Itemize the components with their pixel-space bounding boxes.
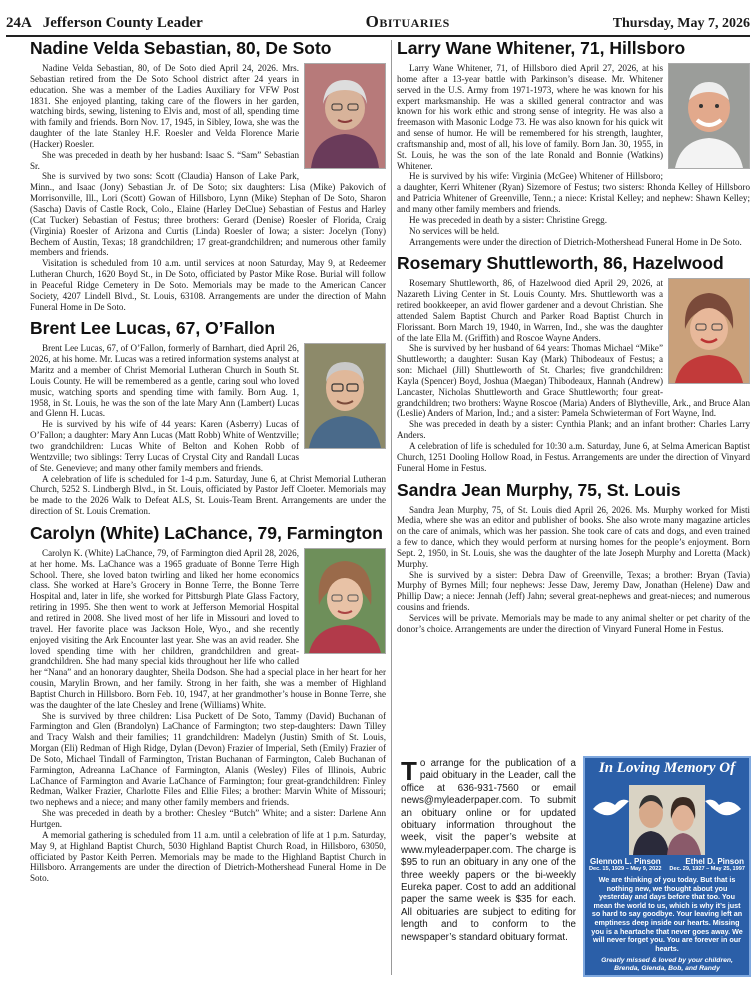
portrait-woman-curly-hair-icon <box>304 548 386 654</box>
obituary-paragraph: She is survived by two sons: Scott (Claudia) Hanson of Lake Park, Minn., and Isaac (Jony) Sebastian Jr. of De Soto; six daughters: Lisa (Mike) Pakovich of Morrisonville, Ill., Lori (Scott) Gowan of Hillsboro, Lynn (Mike) Stephan of De Soto, Sharon (Sascha) Davis of Castle Rock, Colo., Elaine (Harley DeClue) Sebastian of Festus and Harley (Cat Tucker) Sebastian of Festus; three brothers: Gerard (Denise) Roesler of Florida, Craig (Virginia) Roesler of Arizona and Curtis (Linda) Roesler of Iowa; a sister: Jocelyn (Tony) Bechem of Austin, Texas; 18 grandchildren; 17 great-grandchildren; and numerous other family members and friends. <box>30 171 386 258</box>
obituary-heading: Larry Wane Whitener, 71, Hillsboro <box>397 38 686 58</box>
obituary-paragraph: She was preceded in death by a brother: Chesley “Butch” White; and a sister: Darlene Ann Hurtgen. <box>30 808 386 829</box>
bottom-section <box>397 752 750 976</box>
obituary-notice <box>401 758 576 944</box>
obituary-paragraph: She is survived by three children: Lisa Puckett of De Soto, Tammy (David) Buchanan of Farmington and Glen (Brandolyn) LaChance of Farmington; two step-daughters: Dawn Tilley and Tracy Walsh and their families; 11 grandchildren: Madelyn (Justin) Smith of St. Louis, Morgan (Eli) Redman of High Ridge, Dylan (Devon) Frazier of Imperial, Seth (Emily) Frazier of De Soto, Michael Tindall of Farmington, Tristan Buchanan of Farmington, Caleb Buchanan of Farmington, Adreanna LaChance of Farmington, Alanis (Wesley) Files of Illinois, Aubric LaChance of Farmington and Avarie LaChance of Farmington; four great-grandchildren: Finley Redman, Walker Frazier, Charlotte Files and Ellie Files; a brother: Marvin White of Missouri; two nephews and a niece; and many other family members and friends. <box>30 710 386 808</box>
obituary-heading: Sandra Jean Murphy, 75, St. Louis <box>397 479 681 500</box>
obituary-paragraph: She was preceded in death by her husband: Isaac S. “Sam” Sebastian Sr. <box>30 149 299 171</box>
obituary-paragraph: She is survived by her husband of 64 years: Thomas Michael “Mike” Shuttleworth; a daughter: Susan Kay (Mark) Thibodeaux of Festus; a son: Michael (Jill) Shuttleworth of St. Charles; five grandchildren: Kayla (Spencer) Boyd, Joshua (Maegan) Thibodeaux, Hannah (Andrew) Lancaster, Nicholas Shuttleworth and Grace Shuttleworth; four great-grandchildren; two brothers: Wayne Roscoe (Maria) Anders of Blytheville, Ark., and Bruce Alan (Leslie) Anders of Marion, Ind.; and a sister: Pamela Schwieterman of Fort Wayne, Ind. <box>397 343 750 419</box>
issue-date: Thursday, May 7, 2026 <box>612 16 750 31</box>
obituary-paragraph: Visitation is scheduled from 10 a.m. until services at noon Saturday, May 9, at Redeemer Lutheran Church, 1620 Boyd St., in De Soto, officiated by Pastor Mike Rose. Burial will follow in Peaceful Ridge Cemetery in De Soto. Memorials may be made to the American Cancer Society, 4207 Lindell Blvd., St. Louis, 63108. Arrangements are under the direction of Mahn Funeral Home in De Soto. <box>30 258 386 312</box>
obituary-murphy <box>397 480 750 635</box>
obituary-heading: Nadine Velda Sebastian, 80, De Soto <box>30 38 332 58</box>
portrait-woman-glasses-icon <box>304 63 386 169</box>
memorial-dates-1: Dec. 15, 1929 – May 9, 2022 <box>589 866 662 872</box>
portrait-man-glasses-icon <box>304 343 386 449</box>
obituary-paragraph: He was preceded in death by a sister: Christine Gregg. <box>409 214 607 225</box>
obituary-paragraph: No services will be held. <box>409 225 500 236</box>
memorial-name-2: Ethel D. Pinson <box>685 857 744 866</box>
memorial-names <box>585 857 749 866</box>
obituary-paragraph: Larry Wane Whitener, 71, of Hillsboro died April 27, 2026, at his home after a 13-year battle with Parkinson’s disease. Mr. Whitener served in the U.S. Army from 1971-1973, where he was known for his expert marksmanship. He was a skilled general contractor and was known for his work ethic and strong sense of integrity. He was also a freemason with Masonic Lodge 73. He was also known for his quick wit and sense of humor. He will be remembered for his strength, laughter, craftsmanship and, most of all, his love of family. Born Jan. 30, 1955, in St. Louis, he was the son of the late Ronald and Bonnie (Watkins) Whitener. <box>397 63 663 171</box>
obituary-paragraph: Brent Lee Lucas, 67, of O’Fallon, formerly of Barnhart, died April 26, 2026, at his home. Mr. Lucas was a retired information systems analyst at Maritz and a member of Christ Memorial Lutheran Church in South St. Louis County. He will be remembered as a gentle, caring soul who loved music, watching sports and spending time with family. Born Aug. 1, 1958, in St. Louis, he was the son of the late Mary Ann (Lambert) Lucas and Glenn H. Lucas. <box>30 343 299 419</box>
masthead-left <box>6 15 203 32</box>
dove-icon <box>593 800 629 816</box>
right-column <box>397 38 750 641</box>
portrait-man-smiling-icon <box>668 63 750 169</box>
memorial-signature: Greatly missed & loved by your children, Brenda, Glenda, Bob, and Randy <box>601 957 733 973</box>
obituary-heading: Rosemary Shuttleworth, 86, Hazelwood <box>397 253 724 274</box>
dove-icon <box>705 800 741 816</box>
memorial-message: We are thinking of you today. But that is nothing new, we thought about you yesterday and days before that too. You mean the world to us, which is why it’s just so hard to say goodbye. Your leaving left an emptiness deep inside our hearts. Missing you is a heartache that never goes away. We will never forget you. You are forever in our hearts. <box>591 875 743 953</box>
obituary-paragraph: Services will be private. Memorials may be made to any animal shelter or pet charity of the donor’s choice. Arrangements are under the direction of Vinyard Funeral Home in Festus. <box>397 612 750 634</box>
obituary-paragraph: Nadine Velda Sebastian, 80, of De Soto died April 24, 2026. Mrs. Sebastian retired from the De Soto School district after 24 years in education. She was a member of the Ladies Auxiliary for VFW Post 1831. She enjoyed planting, taking care of the flowers in her garden, watching birds, sewing, listening to Elvis and, most of all, spending time with family and friends. Born Nov. 17, 1945, in Sibley, Iowa, she was the daughter of the late Stanley H.F. Roesler and Velda Florence Marie (Hacker) Roesler. <box>30 63 299 149</box>
left-column <box>30 38 386 890</box>
couple-photo-icon <box>629 785 705 855</box>
obituary-paragraph: Rosemary Shuttleworth, 86, of Hazelwood died April 29, 2026, at Nazareth Living Center in St. Louis County. Mrs. Shuttleworth was a retired bookkeeper, an avid flower gardener and a devout Christian. She attended Salem Baptist Church and Parker Road Baptist Church in Florissant. Born March 19, 1940, in Warren, Ind., she was the daughter of the late Ella M. (Griffith) and Roscoe Wayne Anders. <box>397 278 663 343</box>
memorial-dates-2: Dec. 29, 1927 – May 25, 1997 <box>669 866 745 872</box>
obituary-paragraph: Carolyn K. (White) LaChance, 79, of Farmington died April 28, 2026, at her home. Ms. LaChance was a 1965 graduate of Bonne Terre High School. There, she loved baton twirling and liked her home economics class. She worked at Hare’s Grocery in Bonne Terre, the Bonne Terre Hospital and, later in life, she worked for Pittsburgh Plate Glass Factory, retiring in 1995. She then went to work at Jefferson Memorial Hospital and retired in 2008. She lived most of her life in Missouri and loved to travel. Her favorite place was Jackson Hole, Wyo., and she recently enjoyed visiting the Ark Encounter last year. She was an avid reader. She loved spending time with her children, grandchildren and great-grandchildren. She had many special kids throughout her life who called her “Nana” and an honorary daughter, Sheila Dodson. She had a special place in her heart for her cousin, Marylin Brown, and her family. Strong in her faith, she was a member of Highland Baptist Church in Hillsboro. Born Feb. 10, 1947, at her grandmother’s house in Bonne Terre, she was the daughter of the late Chesley and Irene (Williams) White. <box>30 547 386 710</box>
obituary-heading: Brent Lee Lucas, 67, O’Fallon <box>30 318 276 339</box>
portrait-woman-smiling-icon <box>668 278 750 384</box>
drop-cap: T <box>401 756 417 786</box>
memorial-ad <box>583 756 751 977</box>
memorial-name-1: Glennon L. Pinson <box>590 857 661 866</box>
notice-text: o arrange for the publication of a paid obituary in the Leader, call the office at 636-931-7560 or email news@myleaderpaper.com. To submit an obituary online or for updated obituary information throughout the week, visit the paper’s website at www.myleaderpaper.com. The charge is $95 to run an obituary in any one of the three weekly papers or the bi-weekly Eureka paper. Cost to add an additional paper the same week is $35 for each. All obituaries are subject to editing for length and to conform to the newspaper’s standard obituary format. <box>401 758 576 943</box>
obituary-paragraph: A celebration of life is scheduled for 1-4 p.m. Saturday, June 6, at Christ Memorial Lutheran Church, 5252 S. Lindbergh Blvd., in St. Louis, officiated by Pastor Jeff Cloeter. Memorials may be made to the 2026 Walk to Defeat ALS, St. Louis-Team Brent. Arrangements are under the direction of St. Louis Cremation. <box>30 473 386 517</box>
section-title: Obituaries <box>365 12 450 31</box>
obituary-lachance <box>30 523 386 884</box>
obituary-paragraph: Sandra Jean Murphy, 75, of St. Louis died April 26, 2026. Ms. Murphy worked for Misti Media, where she was an editor and publisher of books. She also wrote many magazine articles on the care of animals, which was her passion. She took care of cats and dogs, and even trained a few to dance, which they would perform at nursing homes for the people’s enjoyment. Born Sept. 2, 1950, in St. Louis, she was the daughter of the late Joseph Murphy and Loretta (Mack) Murphy. <box>397 504 750 569</box>
obituary-paragraph: Arrangements were under the direction of Dietrich-Mothershead Funeral Home in De Soto. <box>409 236 742 247</box>
obituary-whitener <box>397 38 750 247</box>
masthead <box>6 6 750 37</box>
memorial-photos <box>585 779 749 857</box>
obituary-paragraph: A celebration of life is scheduled for 10:30 a.m. Saturday, June 6, at Selma American Baptist Church, 1251 Dooling Hollow Road, in Festus. Arrangements are under the direction of Vinyard Funeral Home in Festus. <box>397 441 750 473</box>
obituary-paragraph: She was preceded in death by a sister: Cynthia Plank; and an infant brother: Charles Larry Anders. <box>397 419 750 441</box>
obituary-paragraph: She is survived by a sister: Debra Daw of Greenville, Texas; a brother: Bryan (Tavia) Murphy of Byrnes Mill; four nephews: Jesse Daw, Jeremy Daw, Jonathan (Helene) Daw and Phillip Daw; a niece: Jennah (Jeff) Jahn; several great-nephews and great-nieces; and numerous cousins and friends. <box>397 569 750 613</box>
obituary-paragraph: A memorial gathering is scheduled from 11 a.m. until a celebration of life at 1 p.m. Saturday, May 9, at Highland Baptist Church, 5030 Highland Baptist Church Road, in Hillsboro, 63050, officiated by Pastor Keith Perren. Memorials may be made to the Highland Baptist Church in Hillsboro. Arrangements are under the direction of Dietrich-Mothershead Funeral Home in De Soto. <box>30 829 386 884</box>
obituary-sebastian <box>30 38 386 312</box>
memorial-title: In Loving Memory Of <box>598 760 736 776</box>
paper-name: Jefferson County Leader <box>42 15 203 31</box>
obituary-paragraph: He is survived by his wife of 44 years: Karen (Asberry) Lucas of O’Fallon; a daughter: Mary Ann Lucas (Matt Robb) White of Wentzville; two grandchildren: Lucas White of Belton and Kohen Robb of Wentzville; two siblings: Terry Lucas of Crystal City and Randall Lucas of Ste. Genevieve; and many other family members and friends. <box>30 419 299 473</box>
obituary-paragraph: He is survived by his wife: Virginia (McGee) Whitener of Hillsboro; a daughter, Kerri Whitener (Ryan) Sizemore of Festus; two sisters: Rhonda Kelley of Hillsboro and Patricia Whitener of Greenville, Tenn.; a niece: Kristal Kelley; and nephew: Shawn Kelley; and many other family members and friends. <box>397 171 750 214</box>
obituary-heading: Carolyn (White) LaChance, 79, Farmington <box>30 522 383 543</box>
obituary-lucas <box>30 318 386 517</box>
page-number: 24A <box>6 15 32 31</box>
obituary-shuttleworth <box>397 253 750 473</box>
column-divider <box>391 40 392 975</box>
